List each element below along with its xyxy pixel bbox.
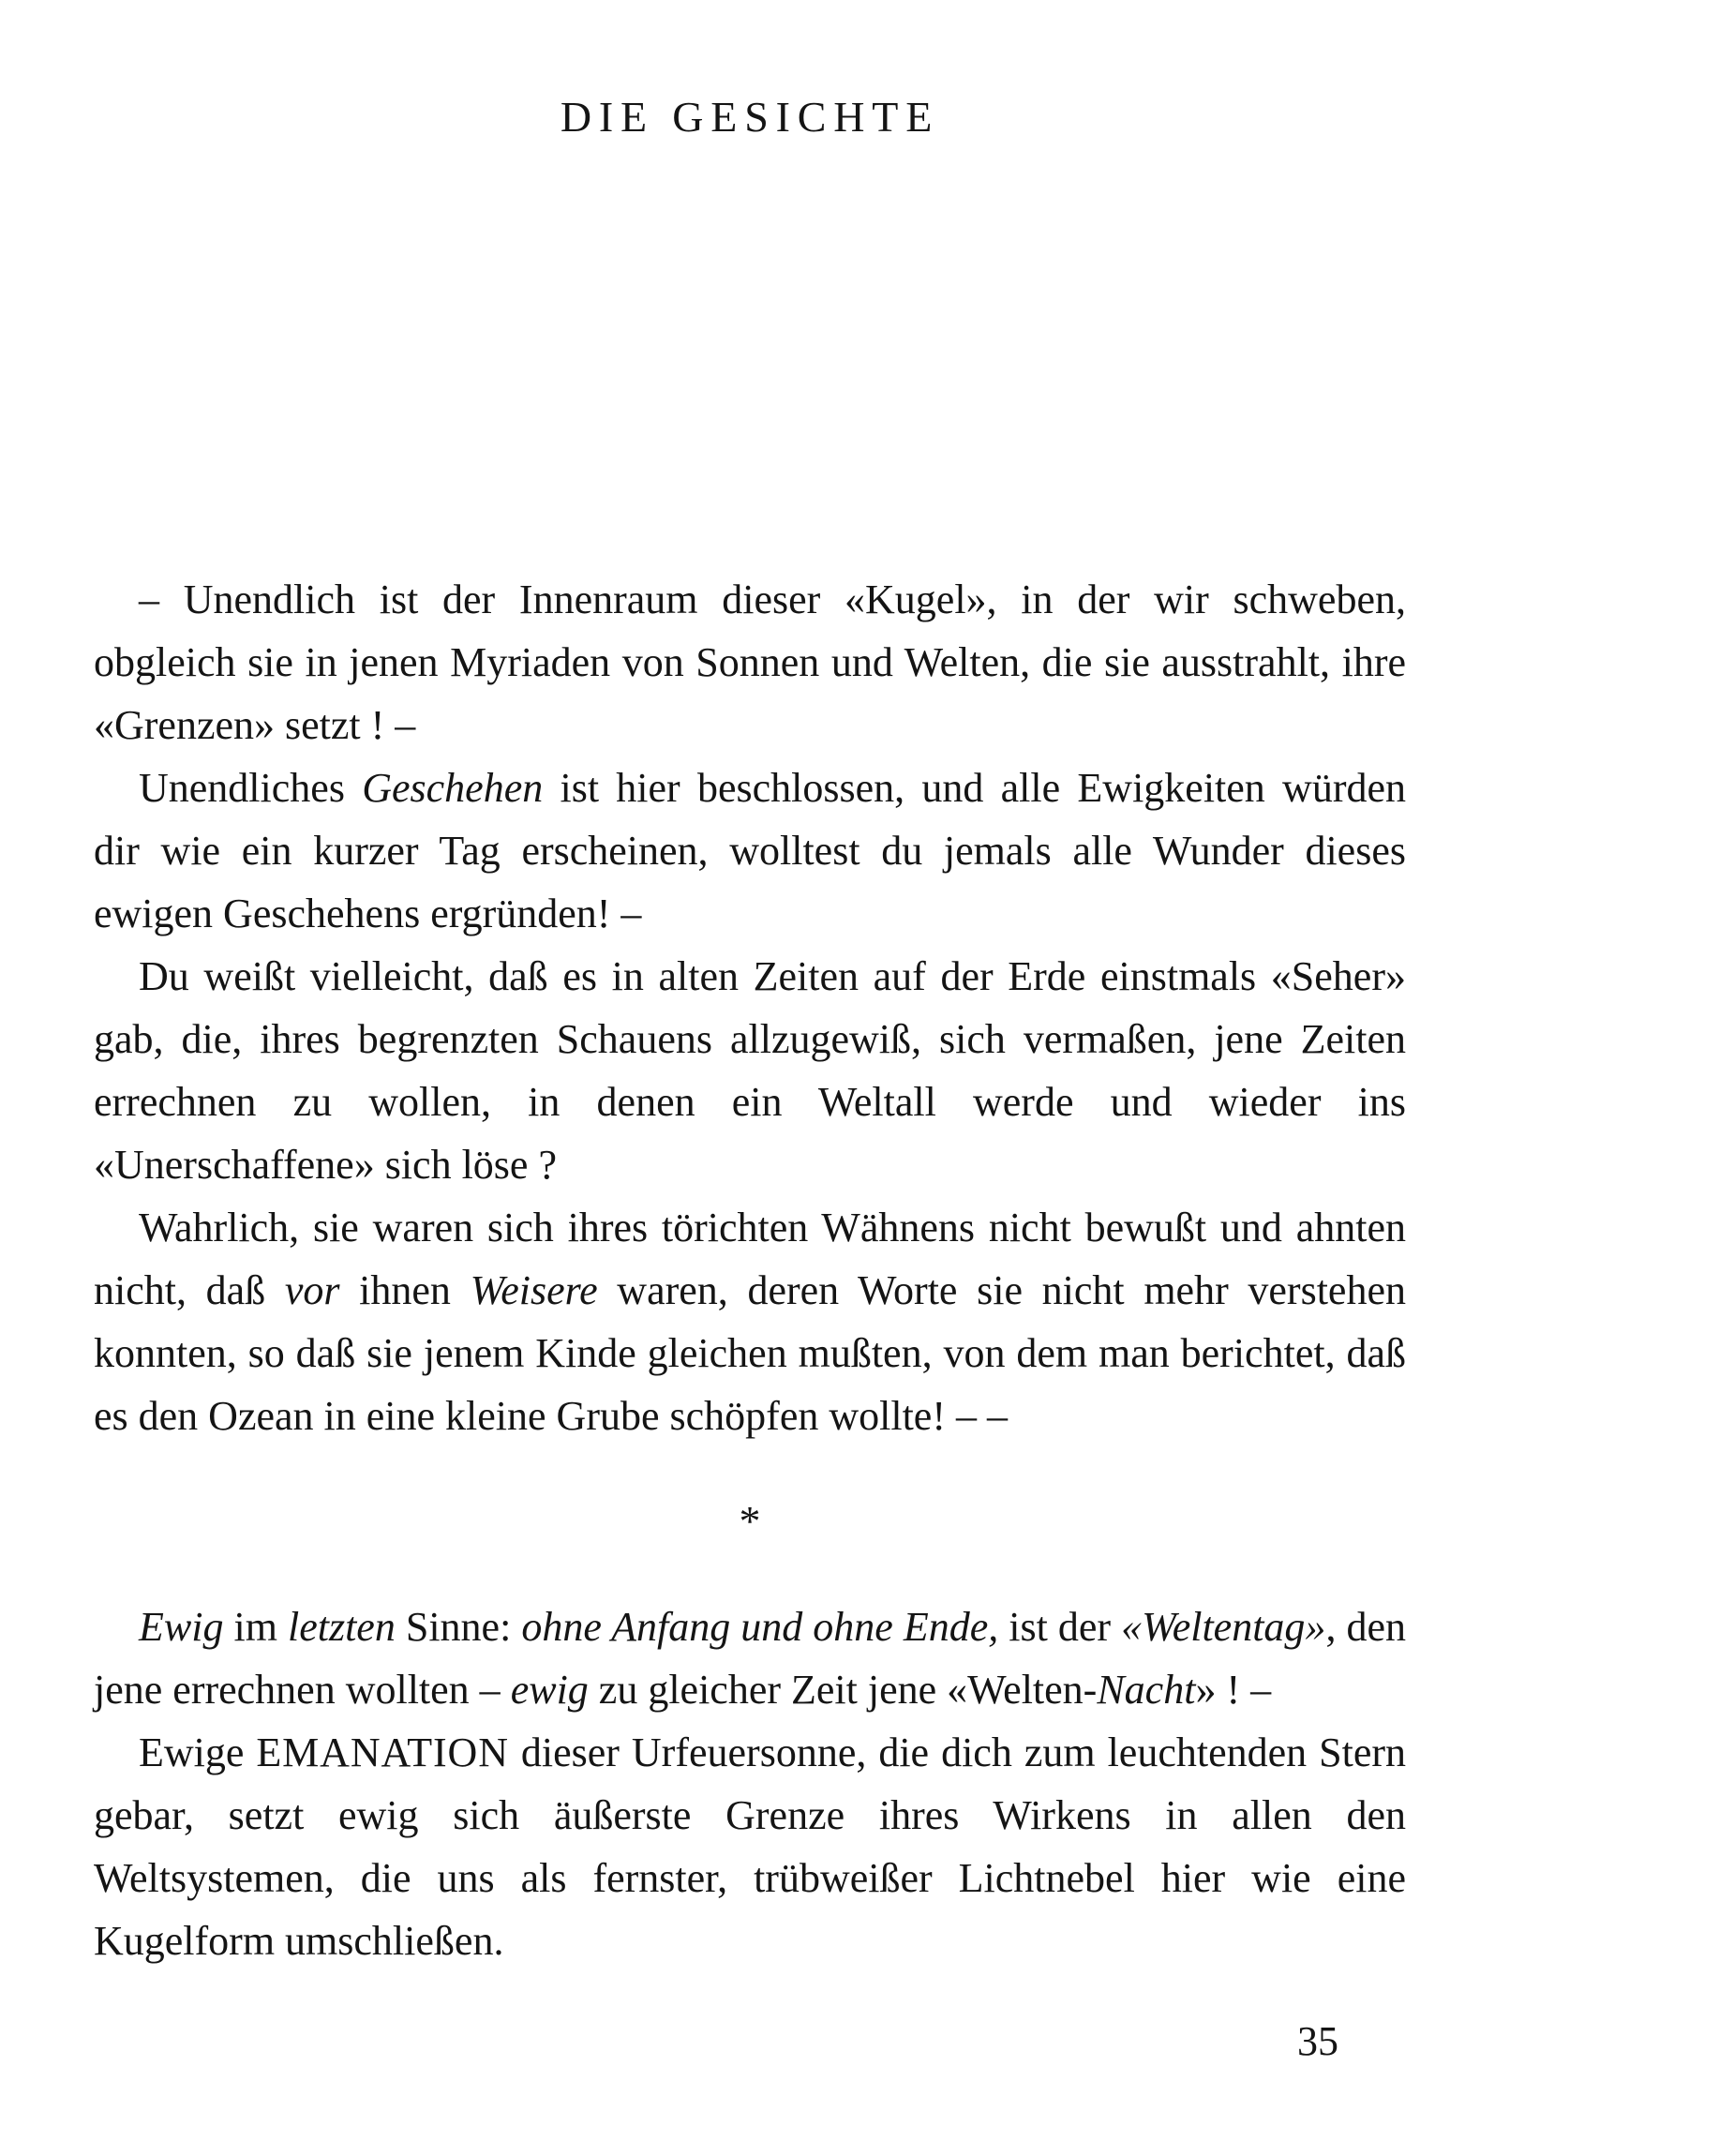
italic-text-run: letzten xyxy=(287,1604,396,1650)
italic-text-run: Weisere xyxy=(470,1267,598,1313)
paragraph xyxy=(94,1595,1406,1721)
text-run: Unendliches xyxy=(139,765,363,811)
page-number: 35 xyxy=(1297,2018,1338,2064)
text-run: EMANATION xyxy=(256,1729,509,1775)
text-run: Sinne: xyxy=(395,1604,522,1650)
italic-text-run: ohne Anfang und ohne Ende, xyxy=(521,1604,999,1650)
paragraph xyxy=(94,756,1406,945)
text-run: Wahrlich, sie waren sich ihres törichten Wähnens nicht bewußt und ahnten nicht, daß xyxy=(94,1205,1406,1313)
italic-text-run: Ewig xyxy=(139,1604,224,1650)
asterisk-divider-icon: * xyxy=(739,1497,761,1545)
paragraph xyxy=(94,568,1406,756)
text-run: ihnen xyxy=(339,1267,471,1313)
text-run: Ewige xyxy=(139,1729,257,1775)
text-block xyxy=(94,568,1406,1972)
italic-text-run: Geschehen xyxy=(362,765,544,811)
section-separator xyxy=(94,1447,1406,1595)
text-run: ist hier beschlossen, und alle Ewigkeiten würden dir wie ein kurzer Tag erscheinen, wolltest du jemals alle Wunder dieses ewigen Geschehens ergründen! – xyxy=(94,765,1407,936)
paragraph xyxy=(94,1721,1406,1972)
text-run: Du weißt vielleicht, daß es in alten Zeiten auf der Erde einstmals «Seher» gab, die, ihres begrenzten Schauens allzugewiß, sich vermaßen, jene Zeiten errechnen zu wollen, in denen ein Weltall werde und wieder ins «Unerschaffene» sich löse ? xyxy=(94,953,1406,1188)
text-run: zu gleicher Zeit jene «Welten- xyxy=(588,1667,1098,1713)
text-run: , den jene errechnen wollten – xyxy=(94,1604,1406,1713)
paragraph xyxy=(94,1196,1406,1447)
paragraphs-after-separator xyxy=(94,1595,1406,1972)
paragraph xyxy=(94,945,1406,1196)
italic-text-run: «Weltentag» xyxy=(1121,1604,1326,1650)
text-run: – Unendlich ist der Innenraum dieser «Kugel», in der wir schweben, obgleich sie in jenen Myriaden von Sonnen und Welten, die sie ausstrahlt, ihre «Grenzen» setzt ! – xyxy=(94,576,1406,748)
italic-text-run: Nacht xyxy=(1097,1667,1196,1713)
italic-text-run: ewig xyxy=(510,1667,589,1713)
text-run: dieser Urfeuersonne, die dich zum leuchtenden Stern gebar, setzt ewig sich äußerste Grenze ihres Wirkens in allen den Weltsystemen, die uns als fernster, trübweißer Lichtnebel hier wie eine Kugelform umschließen. xyxy=(94,1729,1406,1964)
page-title: DIE GESICHTE xyxy=(560,93,940,141)
text-run: im xyxy=(223,1604,288,1650)
italic-text-run: vor xyxy=(284,1267,340,1313)
text-run: waren, deren Worte sie nicht mehr verstehen konnten, so daß sie jenem Kinde gleichen mußten, von dem man berichtet, daß es den Ozean in eine kleine Grube schöpfen wollte! – – xyxy=(94,1267,1406,1439)
text-run: » ! – xyxy=(1195,1667,1272,1713)
text-run: ist der xyxy=(998,1604,1122,1650)
paragraphs-before-separator xyxy=(94,568,1406,1447)
